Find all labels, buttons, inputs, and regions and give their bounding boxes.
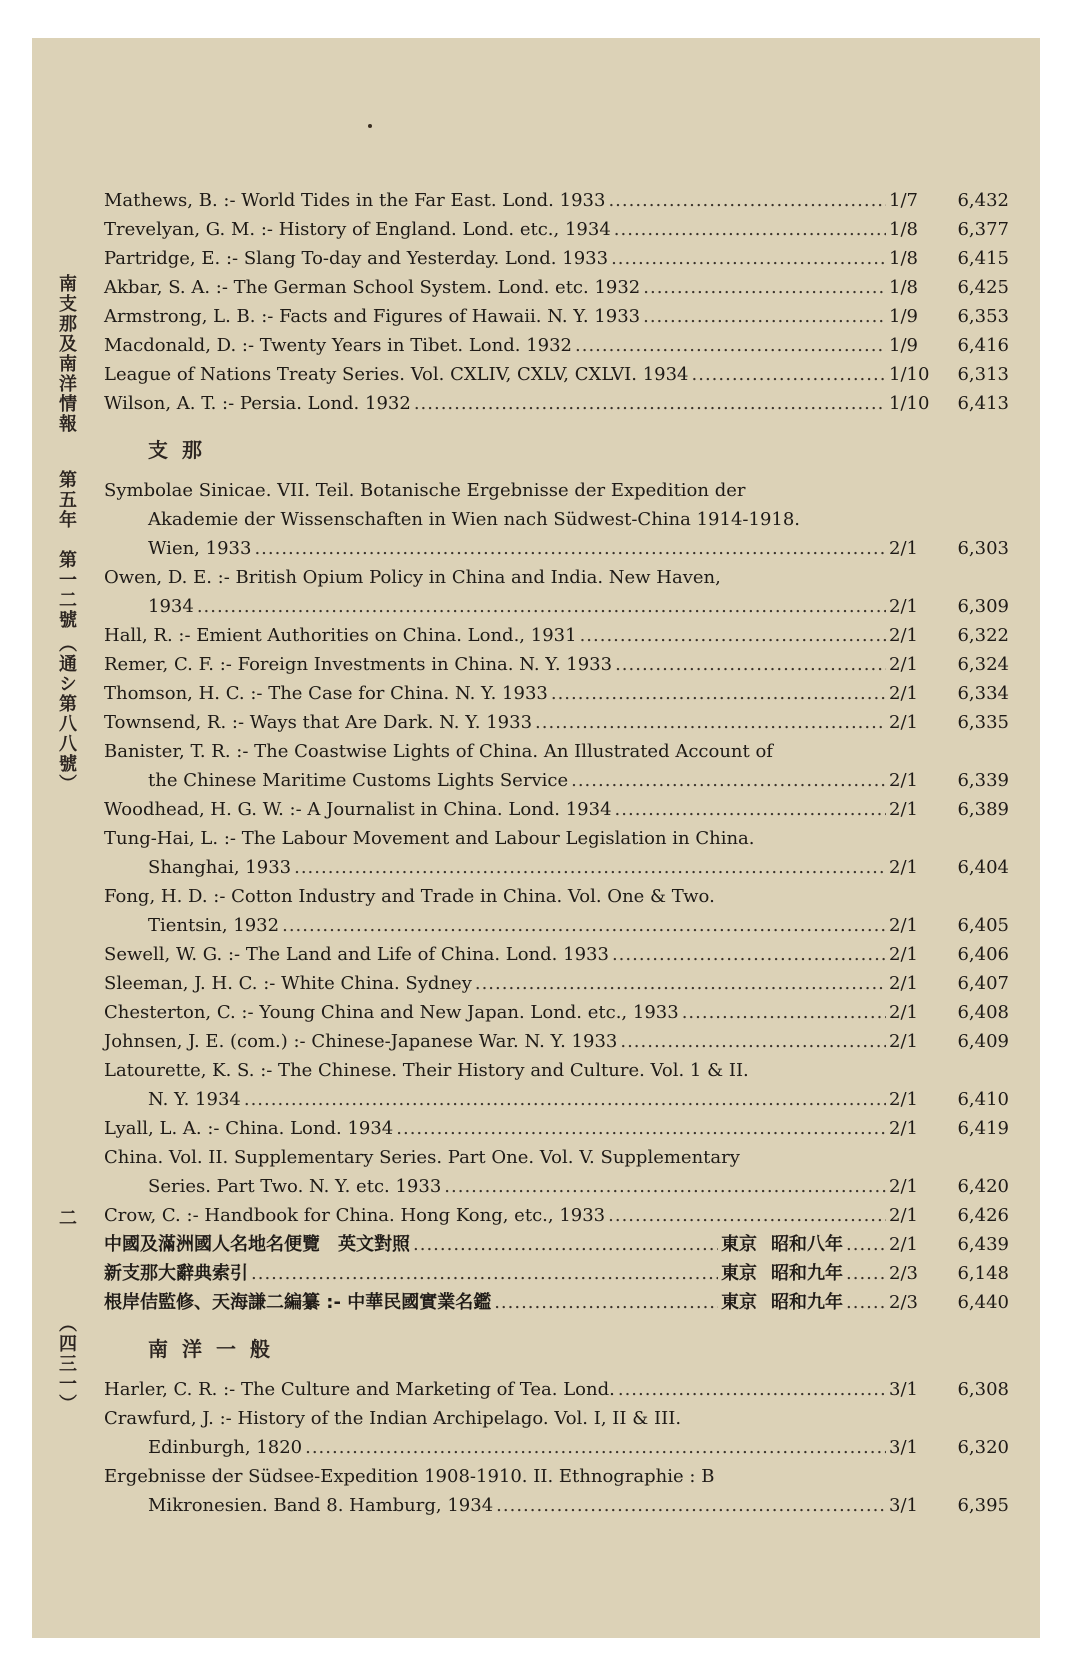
dot-leader bbox=[414, 391, 886, 416]
entry-line bbox=[104, 1288, 1009, 1317]
publication-place: 東京 bbox=[721, 1292, 757, 1313]
entry-line bbox=[104, 1404, 1009, 1433]
entry-line bbox=[104, 534, 1009, 563]
accession-number: 6,432 bbox=[957, 190, 1009, 211]
entry-title-text: Latourette, K. S. :- The Chinese. Their History and Culture. Vol. 1 & II. bbox=[104, 1060, 749, 1081]
issue-number: 第五年 第一二號 bbox=[56, 470, 77, 630]
entry-title-text: Banister, T. R. :- The Coastwise Lights of China. An Illustrated Account of bbox=[104, 741, 773, 762]
dot-leader bbox=[251, 1261, 718, 1286]
publication-era-year: 昭和九年 bbox=[771, 1292, 843, 1313]
dot-leader bbox=[612, 942, 886, 967]
dot-leader bbox=[254, 536, 886, 561]
entry-title-text: Hall, R. :- Emient Authorities on China. Lond., 1931 bbox=[104, 625, 577, 646]
accession-number: 6,322 bbox=[957, 625, 1009, 646]
dot-leader bbox=[614, 217, 886, 242]
dot-leader bbox=[197, 594, 886, 619]
accession-number: 6,339 bbox=[957, 770, 1009, 791]
accession-number: 6,313 bbox=[957, 364, 1009, 385]
accession-number: 6,410 bbox=[957, 1089, 1009, 1110]
entry-title-text: Woodhead, H. G. W. :- A Journalist in China. Lond. 1934 bbox=[104, 799, 612, 820]
accession-number: 6,416 bbox=[957, 335, 1009, 356]
accession-class: 2/1 bbox=[889, 973, 918, 994]
accession-number: 6,420 bbox=[957, 1176, 1009, 1197]
accession-number: 6,404 bbox=[957, 857, 1009, 878]
entry-line bbox=[104, 1027, 1009, 1056]
entry-title-text: Sleeman, J. H. C. :- White China. Sydney bbox=[104, 973, 472, 994]
publication-era-year: 昭和九年 bbox=[771, 1263, 843, 1284]
accession-number: 6,335 bbox=[957, 712, 1009, 733]
entry-title-text: Fong, H. D. :- Cotton Industry and Trade in China. Vol. One & Two. bbox=[104, 886, 715, 907]
entry-line bbox=[104, 563, 1009, 592]
dot-leader bbox=[615, 797, 886, 822]
dot-leader bbox=[551, 681, 886, 706]
entry-line bbox=[104, 998, 1009, 1027]
accession-class: 2/1 bbox=[889, 915, 918, 936]
accession-number: 6,334 bbox=[957, 683, 1009, 704]
accession-number: 6,405 bbox=[957, 915, 1009, 936]
entry-title-text: Macdonald, D. :- Twenty Years in Tibet. Lond. 1932 bbox=[104, 335, 572, 356]
entry-title-text: Armstrong, L. B. :- Facts and Figures of Hawaii. N. Y. 1933 bbox=[104, 306, 641, 327]
entry-title-text: League of Nations Treaty Series. Vol. CXLIV, CXLV, CXLVI. 1934 bbox=[104, 364, 689, 385]
bibliography-list bbox=[104, 186, 1009, 1520]
accession-class: 2/1 bbox=[889, 625, 918, 646]
entry-line bbox=[104, 331, 1009, 360]
entry-title-text: Akademie der Wissenschaften in Wien nach Südwest-China 1914-1918. bbox=[148, 509, 801, 530]
entry-line bbox=[104, 708, 1009, 737]
accession-number: 6,408 bbox=[957, 1002, 1009, 1023]
accession-class: 1/8 bbox=[889, 219, 918, 240]
dot-leader bbox=[496, 1493, 886, 1518]
entry-line bbox=[104, 650, 1009, 679]
section-heading-text: 南洋一般 bbox=[148, 1337, 284, 1361]
entry-line bbox=[104, 244, 1009, 273]
accession-number: 6,406 bbox=[957, 944, 1009, 965]
entry-line bbox=[104, 766, 1009, 795]
page-speck bbox=[368, 124, 372, 128]
entry-title-text: Crow, C. :- Handbook for China. Hong Kong, etc., 1933 bbox=[104, 1205, 606, 1226]
accession-class: 1/10 bbox=[889, 364, 930, 385]
dot-leader bbox=[444, 1174, 886, 1199]
accession-class: 2/1 bbox=[889, 944, 918, 965]
accession-class: 2/1 bbox=[889, 654, 918, 675]
accession-number: 6,439 bbox=[957, 1234, 1009, 1255]
accession-class: 2/1 bbox=[889, 1234, 918, 1255]
accession-class: 2/1 bbox=[889, 596, 918, 617]
dot-leader bbox=[846, 1261, 886, 1286]
dot-leader bbox=[846, 1290, 886, 1315]
cumulative-issue-number: （通シ第八八號） bbox=[56, 634, 77, 794]
entry-title-text: China. Vol. II. Supplementary Series. Part One. Vol. V. Supplementary bbox=[104, 1147, 740, 1168]
entry-line bbox=[104, 969, 1009, 998]
entry-line bbox=[104, 679, 1009, 708]
dot-leader bbox=[611, 246, 886, 271]
entry-title-text: 新支那大辭典索引 bbox=[104, 1263, 248, 1284]
accession-class: 2/1 bbox=[889, 1089, 918, 1110]
entry-title-text: 中國及滿洲國人名地名便覽 英文對照 bbox=[104, 1234, 410, 1255]
entry-line bbox=[104, 186, 1009, 215]
dot-leader bbox=[643, 304, 886, 329]
dot-leader bbox=[475, 971, 886, 996]
journal-title: 南支那及南洋情報 bbox=[56, 274, 77, 434]
entry-title-text: Sewell, W. G. :- The Land and Life of China. Lond. 1933 bbox=[104, 944, 609, 965]
dot-leader bbox=[608, 1203, 886, 1228]
entry-title-text: Tung-Hai, L. :- The Labour Movement and Labour Legislation in China. bbox=[104, 828, 755, 849]
entry-line bbox=[104, 360, 1009, 389]
entry-title-text: Townsend, R. :- Ways that Are Dark. N. Y. 1933 bbox=[104, 712, 533, 733]
accession-class: 2/1 bbox=[889, 712, 918, 733]
accession-number: 6,148 bbox=[957, 1263, 1009, 1284]
dot-leader bbox=[535, 710, 886, 735]
entry-line bbox=[104, 1085, 1009, 1114]
entry-title-text: Thomson, H. C. :- The Case for China. N. Y. 1933 bbox=[104, 683, 548, 704]
dot-leader bbox=[615, 652, 886, 677]
entry-title-text: Akbar, S. A. :- The German School System. Lond. etc. 1932 bbox=[104, 277, 641, 298]
entry-title-text: Harler, C. R. :- The Culture and Marketing of Tea. Lond. bbox=[104, 1379, 615, 1400]
entry-title-text: Trevelyan, G. M. :- History of England. Lond. etc., 1934 bbox=[104, 219, 611, 240]
entry-line bbox=[104, 824, 1009, 853]
dot-leader bbox=[305, 1435, 886, 1460]
entry-title-text: Tientsin, 1932 bbox=[148, 915, 280, 936]
publication-era-year: 昭和八年 bbox=[771, 1234, 843, 1255]
entry-title-text: Shanghai, 1933 bbox=[148, 857, 292, 878]
dot-leader bbox=[682, 1000, 886, 1025]
entry-line bbox=[104, 1114, 1009, 1143]
accession-class: 1/8 bbox=[889, 248, 918, 269]
accession-number: 6,389 bbox=[957, 799, 1009, 820]
accession-class: 2/1 bbox=[889, 1118, 918, 1139]
accession-number: 6,377 bbox=[957, 219, 1009, 240]
dot-leader bbox=[643, 275, 886, 300]
entry-title-text: Mikronesien. Band 8. Hamburg, 1934 bbox=[148, 1495, 494, 1516]
accession-number: 6,415 bbox=[957, 248, 1009, 269]
entry-title-text: Edinburgh, 1820 bbox=[148, 1437, 303, 1458]
entry-line bbox=[104, 1259, 1009, 1288]
accession-class: 2/1 bbox=[889, 1002, 918, 1023]
accession-class: 1/8 bbox=[889, 277, 918, 298]
entry-title-text: 1934 bbox=[148, 596, 194, 617]
accession-number: 6,324 bbox=[957, 654, 1009, 675]
entry-title-text: Wilson, A. T. :- Persia. Lond. 1932 bbox=[104, 393, 411, 414]
dot-leader bbox=[571, 768, 886, 793]
accession-class: 3/1 bbox=[889, 1495, 918, 1516]
accession-class: 2/1 bbox=[889, 770, 918, 791]
accession-class: 3/1 bbox=[889, 1379, 918, 1400]
accession-class: 2/1 bbox=[889, 1031, 918, 1052]
dot-leader bbox=[494, 1290, 718, 1315]
entry-line bbox=[104, 273, 1009, 302]
publication-place: 東京 bbox=[721, 1234, 757, 1255]
entry-line bbox=[104, 795, 1009, 824]
page-number-kanji: 二 bbox=[56, 1208, 77, 1228]
entry-title-text: Wien, 1933 bbox=[148, 538, 252, 559]
accession-number: 6,407 bbox=[957, 973, 1009, 994]
entry-line bbox=[104, 1143, 1009, 1172]
entry-line bbox=[104, 940, 1009, 969]
section-heading bbox=[104, 418, 1009, 476]
entry-title-text: Partridge, E. :- Slang To-day and Yesterday. Lond. 1933 bbox=[104, 248, 609, 269]
dot-leader bbox=[692, 362, 887, 387]
accession-class: 2/3 bbox=[889, 1292, 918, 1313]
accession-class: 2/3 bbox=[889, 1263, 918, 1284]
accession-number: 6,440 bbox=[957, 1292, 1009, 1313]
accession-class: 1/9 bbox=[889, 335, 918, 356]
entry-line bbox=[104, 302, 1009, 331]
entry-line bbox=[104, 882, 1009, 911]
accession-class: 2/1 bbox=[889, 1205, 918, 1226]
entry-title-text: Lyall, L. A. :- China. Lond. 1934 bbox=[104, 1118, 394, 1139]
accession-class: 2/1 bbox=[889, 1176, 918, 1197]
dot-leader bbox=[244, 1087, 886, 1112]
accession-class: 2/1 bbox=[889, 538, 918, 559]
entry-title-text: Ergebnisse der Südsee-Expedition 1908-1910. II. Ethnographie : B bbox=[104, 1466, 715, 1487]
entry-title-text: Chesterton, C. :- Young China and New Japan. Lond. etc., 1933 bbox=[104, 1002, 679, 1023]
entry-line bbox=[104, 1201, 1009, 1230]
entry-line bbox=[104, 1491, 1009, 1520]
accession-number: 6,413 bbox=[957, 393, 1009, 414]
accession-number: 6,409 bbox=[957, 1031, 1009, 1052]
entry-title-text: Crawfurd, J. :- History of the Indian Archipelago. Vol. I, II & III. bbox=[104, 1408, 682, 1429]
entry-line bbox=[104, 215, 1009, 244]
dot-leader bbox=[575, 333, 886, 358]
accession-number: 6,353 bbox=[957, 306, 1009, 327]
dot-leader bbox=[618, 1377, 886, 1402]
accession-number: 6,425 bbox=[957, 277, 1009, 298]
accession-class: 2/1 bbox=[889, 857, 918, 878]
entry-line bbox=[104, 737, 1009, 766]
entry-line bbox=[104, 505, 1009, 534]
section-heading-text: 支那 bbox=[148, 438, 216, 462]
dot-leader bbox=[620, 1029, 886, 1054]
entry-line bbox=[104, 1375, 1009, 1404]
dot-leader bbox=[396, 1116, 886, 1141]
entry-title-text: Mathews, B. :- World Tides in the Far East. Lond. 1933 bbox=[104, 190, 606, 211]
entry-line bbox=[104, 1462, 1009, 1491]
entry-title-text: Johnsen, J. E. (com.) :- Chinese-Japanese War. N. Y. 1933 bbox=[104, 1031, 618, 1052]
entry-title-text: Remer, C. F. :- Foreign Investments in China. N. Y. 1933 bbox=[104, 654, 613, 675]
entry-line bbox=[104, 911, 1009, 940]
accession-number: 6,320 bbox=[957, 1437, 1009, 1458]
publication-place: 東京 bbox=[721, 1263, 757, 1284]
entry-title-text: Owen, D. E. :- British Opium Policy in China and India. New Haven, bbox=[104, 567, 721, 588]
dot-leader bbox=[580, 623, 886, 648]
entry-line bbox=[104, 389, 1009, 418]
accession-class: 1/9 bbox=[889, 306, 918, 327]
dot-leader bbox=[608, 188, 886, 213]
dot-leader bbox=[413, 1232, 718, 1257]
accession-number: 6,309 bbox=[957, 596, 1009, 617]
accession-class: 2/1 bbox=[889, 799, 918, 820]
entry-line bbox=[104, 853, 1009, 882]
accession-number: 6,419 bbox=[957, 1118, 1009, 1139]
entry-line bbox=[104, 592, 1009, 621]
entry-line bbox=[104, 1056, 1009, 1085]
entry-title-text: the Chinese Maritime Customs Lights Service bbox=[148, 770, 569, 791]
dot-leader bbox=[846, 1232, 886, 1257]
accession-number: 6,303 bbox=[957, 538, 1009, 559]
entry-line bbox=[104, 476, 1009, 505]
accession-class: 3/1 bbox=[889, 1437, 918, 1458]
entry-line bbox=[104, 1230, 1009, 1259]
entry-title-text: Symbolae Sinicae. VII. Teil. Botanische Ergebnisse der Expedition der bbox=[104, 480, 746, 501]
accession-class: 1/7 bbox=[889, 190, 918, 211]
entry-line bbox=[104, 1433, 1009, 1462]
accession-number: 6,308 bbox=[957, 1379, 1009, 1400]
page-number-overall: （四三一） bbox=[56, 1314, 77, 1414]
entry-title-text: Series. Part Two. N. Y. etc. 1933 bbox=[148, 1176, 442, 1197]
dot-leader bbox=[294, 855, 886, 880]
entry-line bbox=[104, 1172, 1009, 1201]
section-heading bbox=[104, 1317, 1009, 1375]
entry-line bbox=[104, 621, 1009, 650]
entry-title-text: 根岸佶監修、天海謙二編纂 :- 中華民國實業名鑑 bbox=[104, 1292, 492, 1313]
accession-number: 6,426 bbox=[957, 1205, 1009, 1226]
dot-leader bbox=[282, 913, 886, 938]
entry-title-text: N. Y. 1934 bbox=[148, 1089, 241, 1110]
accession-class: 2/1 bbox=[889, 683, 918, 704]
accession-number: 6,395 bbox=[957, 1495, 1009, 1516]
accession-class: 1/10 bbox=[889, 393, 930, 414]
